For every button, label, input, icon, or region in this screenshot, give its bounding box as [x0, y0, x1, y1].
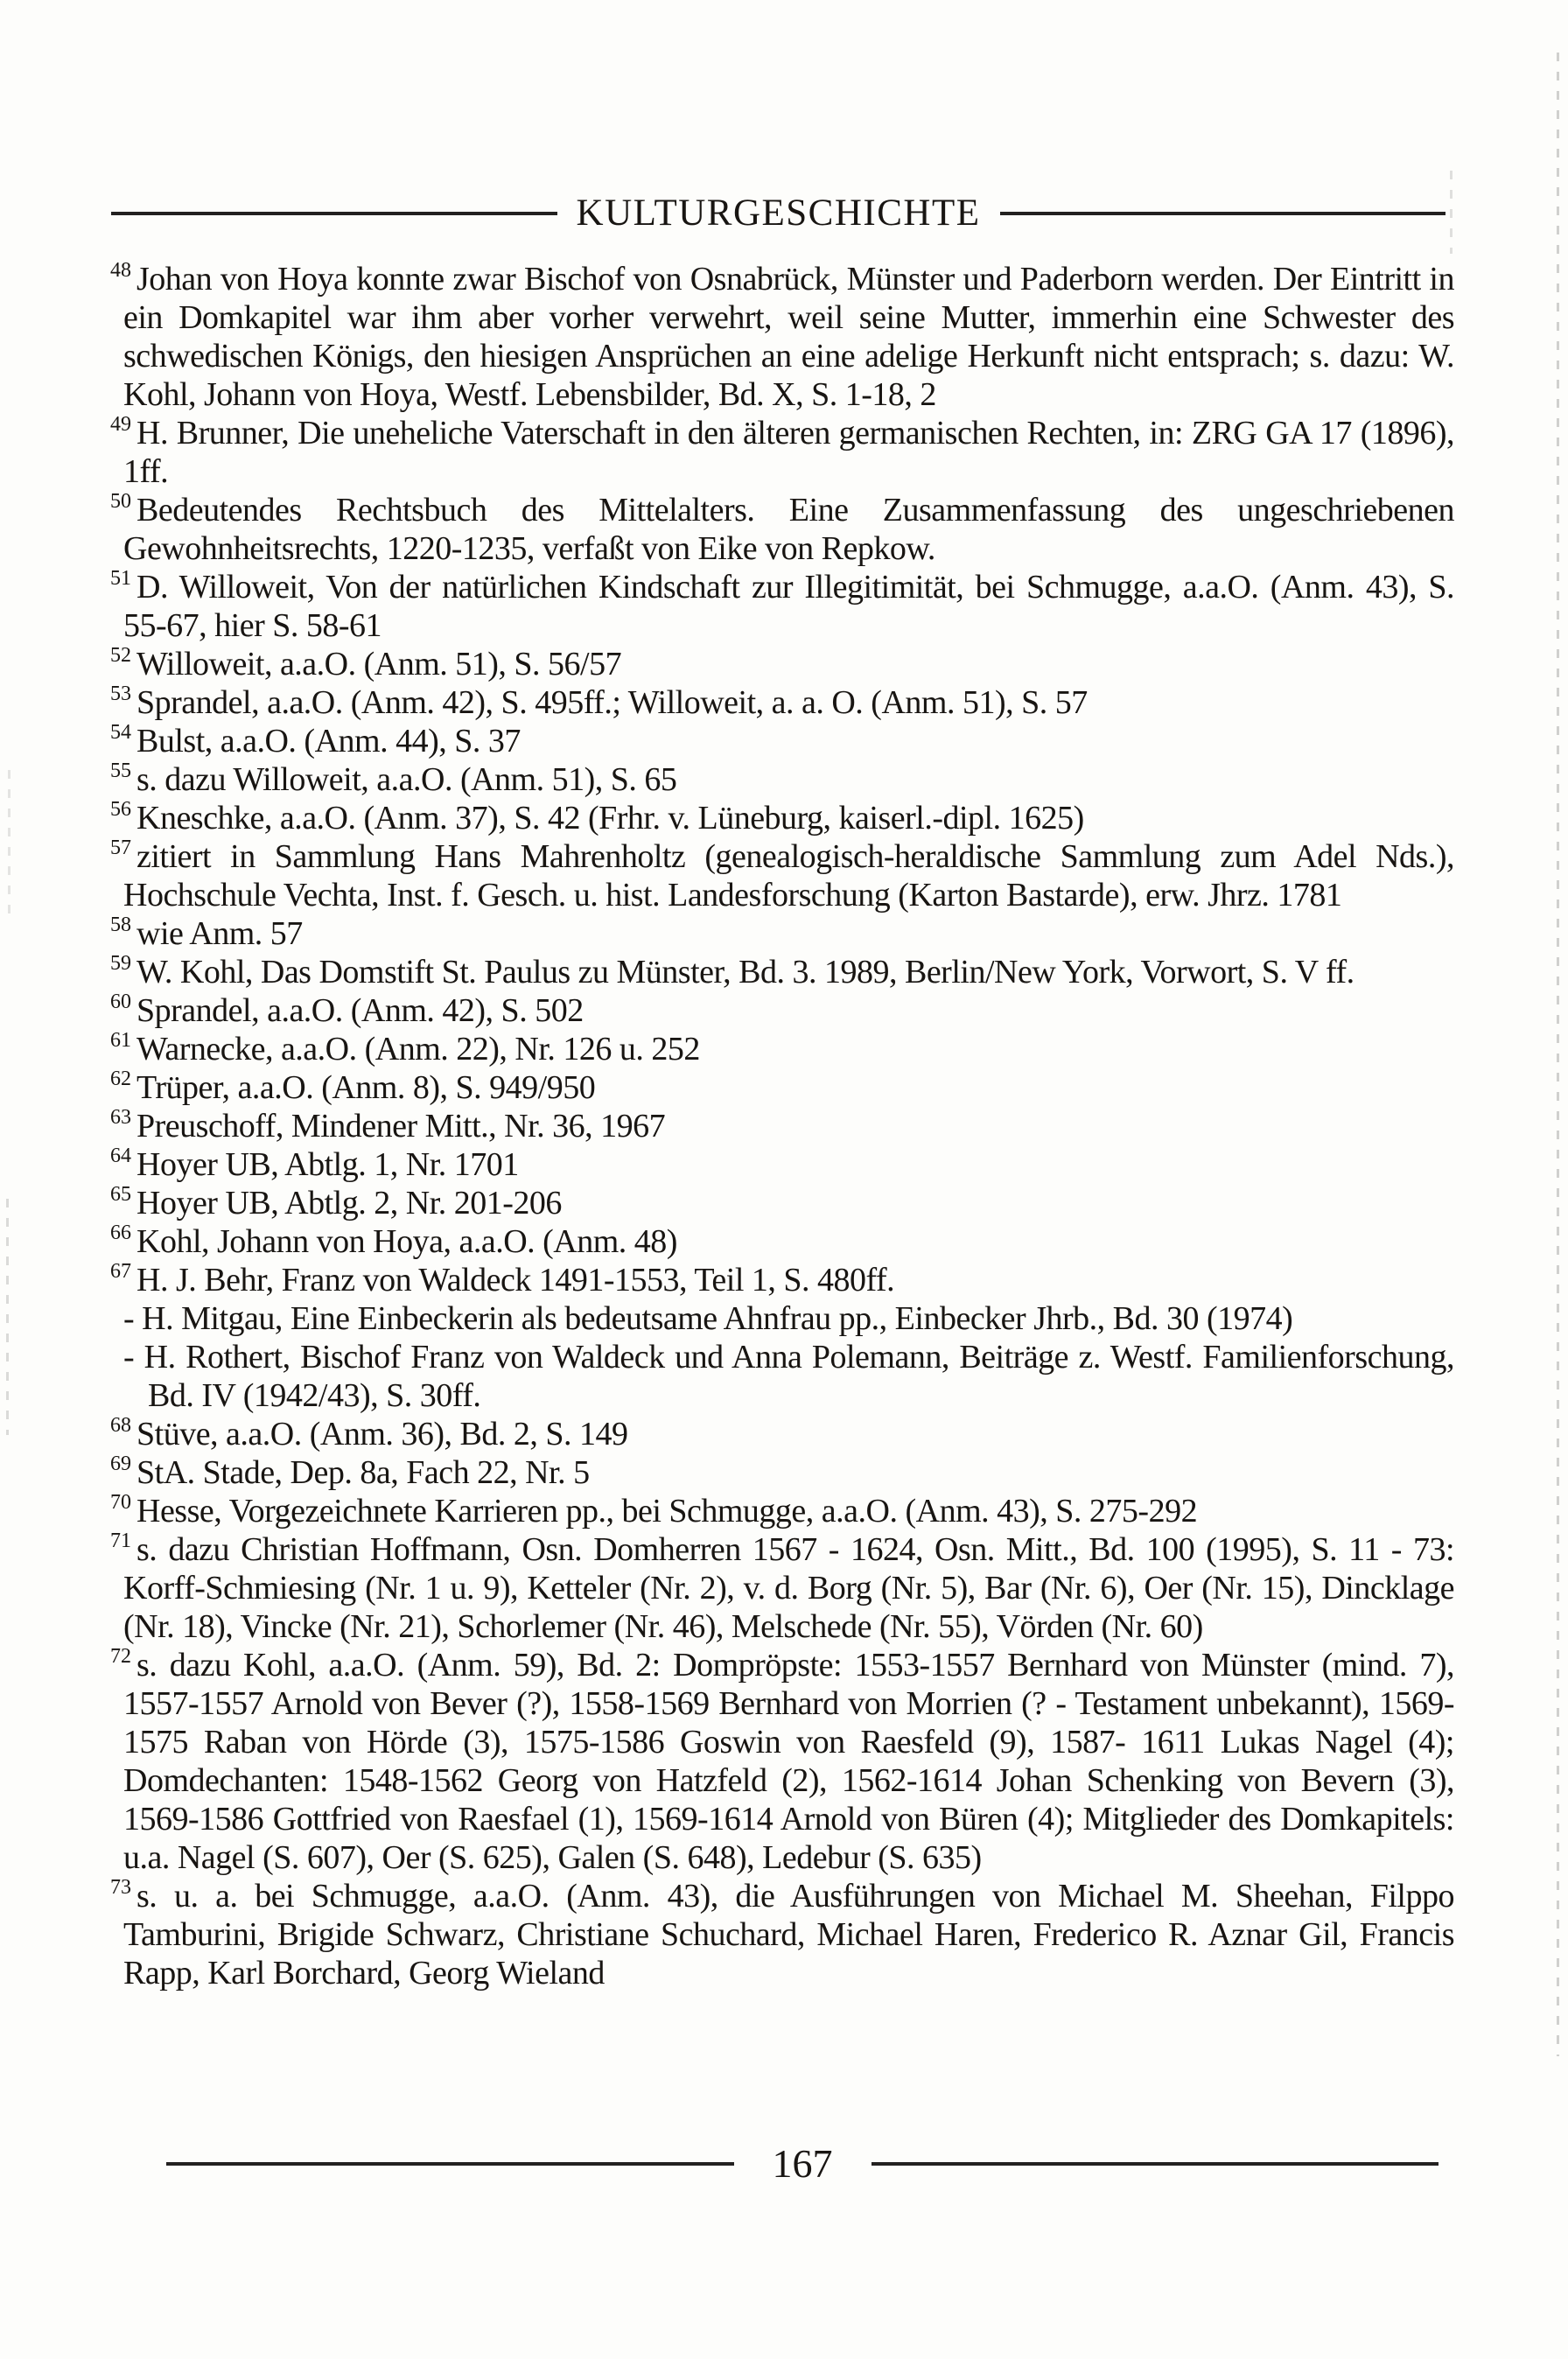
footnote-text: zitiert in Sammlung Hans Mahrenholtz (genealogisch-heraldische Sammlung zum Adel Nds.), Hochschule Vechta, Inst. f. Gesch. u. hist. Landesforschung (Karton Bastarde), erw. Jhrz. 1781: [123, 838, 1454, 914]
footnote-entry: [110, 722, 1454, 760]
footnote-number: 65: [110, 1183, 131, 1206]
footnote-entry: [110, 1068, 1454, 1107]
footnote-text: Willoweit, a.a.O. (Anm. 51), S. 56/57: [136, 646, 622, 682]
footnote-text: wie Anm. 57: [136, 915, 303, 952]
footnote-number: 56: [110, 798, 131, 821]
footnote-entry: [110, 1261, 1454, 1415]
footnote-number: 62: [110, 1068, 131, 1090]
scan-artifact: [6, 1199, 9, 1435]
footnote-number: 66: [110, 1222, 131, 1244]
footnote-entry: [110, 991, 1454, 1030]
header-rule-right: [1000, 212, 1446, 215]
scan-artifact: [8, 770, 10, 919]
footnote-text: s. u. a. bei Schmugge, a.a.O. (Anm. 43), die Ausführungen von Michael M. Sheehan, Filppo Tamburini, Brigide Schwarz, Christiane Schuchard, Michael Haren, Frederico R. Aznar Gil, Francis Rapp, Karl Borchard, Georg Wieland: [123, 1878, 1454, 1992]
page-title: KULTURGESCHICHTE: [576, 192, 981, 234]
footnote-list: [110, 260, 1454, 1992]
footnote-entry: [110, 1646, 1454, 1877]
footnote-number: 58: [110, 914, 131, 936]
scan-artifact: [1450, 171, 1452, 254]
footnote-text: Hoyer UB, Abtlg. 1, Nr. 1701: [136, 1146, 519, 1183]
footnote-number: 70: [110, 1491, 131, 1514]
footnote-entry: [110, 760, 1454, 799]
footnote-number: 72: [110, 1645, 131, 1668]
footnote-entry: [110, 414, 1454, 491]
footnote-number: 64: [110, 1144, 131, 1167]
footnote-text: StA. Stade, Dep. 8a, Fach 22, Nr. 5: [136, 1454, 590, 1491]
footnote-number: 55: [110, 760, 131, 782]
footnote-number: 67: [110, 1260, 131, 1283]
footnote-entry: [110, 683, 1454, 722]
footnote-text: s. dazu Kohl, a.a.O. (Anm. 59), Bd. 2: Dompröpste: 1553-1557 Bernhard von Münster (mind. 7), 1557-1557 Arnold von Bever (?), 1558-1569 Bernhard von Morrien (? - Testament unbekannt), 1569-1575 Raban von Hörde (3), 1575-1586 Goswin von Raesfeld (9), 1587- 1611 Lukas Nagel (4); Domdechanten: 1548-1562 Georg von Hatzfeld (2), 1562-1614 Johan Schenking von Bevern (3), 1569-1586 Gottfried von Raesfael (1), 1569-1614 Arnold von Büren (4); Mitglieder des Domkapitels: u.a. Nagel (S. 607), Oer (S. 625), Galen (S. 648), Ledebur (S. 635): [123, 1647, 1454, 1876]
footnote-number: 49: [110, 413, 131, 436]
footnote-entry: [110, 1030, 1454, 1068]
footnote-entry: [110, 645, 1454, 683]
footnote-sub-entry: - H. Mitgau, Eine Einbeckerin als bedeutsame Ahnfrau pp., Einbecker Jhrb., Bd. 30 (1974): [123, 1300, 1293, 1337]
footnote-text: s. dazu Christian Hoffmann, Osn. Domherren 1567 - 1624, Osn. Mitt., Bd. 100 (1995), S. 11 - 73: Korff-Schmiesing (Nr. 1 u. 9), Ketteler (Nr. 2), v. d. Borg (Nr. 5), Bar (Nr. 6), Oer (Nr. 15), Dincklage (Nr. 18), Vincke (Nr. 21), Schorlemer (Nr. 46), Melschede (Nr. 55), Vörden (Nr. 60): [123, 1531, 1454, 1645]
footnote-number: 59: [110, 952, 131, 975]
footnote-text: Trüper, a.a.O. (Anm. 8), S. 949/950: [136, 1069, 596, 1106]
footnote-number: 48: [110, 259, 131, 282]
footnote-entry: [110, 1453, 1454, 1492]
footnote-text: Kneschke, a.a.O. (Anm. 37), S. 42 (Frhr. v. Lüneburg, kaiserl.-dipl. 1625): [136, 800, 1084, 836]
footnote-text: Hesse, Vorgezeichnete Karrieren pp., bei Schmugge, a.a.O. (Anm. 43), S. 275-292: [136, 1493, 1198, 1530]
footnote-entry: [110, 1184, 1454, 1222]
footnote-entry: [110, 1415, 1454, 1453]
footnote-entry: [110, 1222, 1454, 1261]
page-footer: [166, 2141, 1438, 2186]
scan-artifact: [1557, 52, 1559, 2056]
footnote-entry: [110, 1492, 1454, 1530]
footer-rule-right: [872, 2162, 1439, 2166]
footnote-number: 73: [110, 1876, 131, 1899]
footnote-text: Stüve, a.a.O. (Anm. 36), Bd. 2, S. 149: [136, 1416, 628, 1452]
footer-rule-left: [166, 2162, 734, 2166]
footnote-text: H. J. Behr, Franz von Waldeck 1491-1553, Teil 1, S. 480ff.: [136, 1262, 895, 1298]
footnote-text: H. Brunner, Die uneheliche Vaterschaft in den älteren germanischen Rechten, in: ZRG GA 17 (1896), 1ff.: [123, 415, 1454, 490]
page-header: [111, 194, 1446, 232]
footnote-number: 60: [110, 990, 131, 1013]
footnote-entry: [110, 568, 1454, 645]
footnote-text: s. dazu Willoweit, a.a.O. (Anm. 51), S. 65: [136, 761, 677, 798]
footnote-entry: [110, 491, 1454, 568]
footnote-entry: [110, 1145, 1454, 1184]
footnote-text: Preuschoff, Mindener Mitt., Nr. 36, 1967: [136, 1108, 666, 1144]
footnote-text: Bulst, a.a.O. (Anm. 44), S. 37: [136, 723, 521, 760]
footnote-text: Bedeutendes Rechtsbuch des Mittelalters. Eine Zusammenfassung des ungeschriebenen Gewohnheitsrechts, 1220-1235, verfaßt von Eike von Repkow.: [123, 492, 1454, 567]
footnote-text: Sprandel, a.a.O. (Anm. 42), S. 495ff.; Willoweit, a. a. O. (Anm. 51), S. 57: [136, 684, 1088, 721]
footnote-text: Kohl, Johann von Hoya, a.a.O. (Anm. 48): [136, 1223, 677, 1260]
footnote-number: 71: [110, 1530, 131, 1552]
footnote-entry: [110, 953, 1454, 991]
footnote-number: 63: [110, 1106, 131, 1129]
footnote-number: 52: [110, 644, 131, 667]
footnote-text: Warnecke, a.a.O. (Anm. 22), Nr. 126 u. 252: [136, 1031, 700, 1068]
footnote-entry: [110, 799, 1454, 837]
footnote-number: 61: [110, 1029, 131, 1052]
footnote-number: 68: [110, 1414, 131, 1437]
footnote-entry: [110, 1107, 1454, 1145]
header-rule-left: [111, 212, 557, 215]
footnote-text: Sprandel, a.a.O. (Anm. 42), S. 502: [136, 992, 584, 1029]
footnote-number: 50: [110, 490, 131, 513]
footnote-number: 54: [110, 721, 131, 744]
footnote-text: Hoyer UB, Abtlg. 2, Nr. 201-206: [136, 1185, 562, 1222]
footnote-text: D. Willoweit, Von der natürlichen Kindschaft zur Illegitimität, bei Schmugge, a.a.O. (Anm. 43), S. 55-67, hier S. 58-61: [123, 569, 1454, 644]
footnote-sub-entry: - H. Rothert, Bischof Franz von Waldeck und Anna Polemann, Beiträge z. Westf. Familienforschung, Bd. IV (1942/43), S. 30ff.: [123, 1339, 1454, 1414]
footnote-entry: [110, 1877, 1454, 1992]
footnote-number: 69: [110, 1452, 131, 1475]
page-number: 167: [772, 2141, 833, 2186]
footnote-number: 53: [110, 682, 131, 705]
footnote-number: 57: [110, 836, 131, 859]
footnote-entry: [110, 914, 1454, 953]
footnote-entry: [110, 1530, 1454, 1646]
footnote-entry: [110, 837, 1454, 914]
footnote-text: Johan von Hoya konnte zwar Bischof von Osnabrück, Münster und Paderborn werden. Der Eintritt in ein Domkapitel war ihm aber vorher verwehrt, weil seine Mutter, immerhin eine Schwester des schwedischen Königs, den hiesigen Ansprüchen an eine adelige Herkunft nicht entsprach; s. dazu: W. Kohl, Johann von Hoya, Westf. Lebensbilder, Bd. X, S. 1-18, 2: [123, 261, 1454, 413]
footnote-text: W. Kohl, Das Domstift St. Paulus zu Münster, Bd. 3. 1989, Berlin/New York, Vorwort, S. V ff.: [136, 954, 1354, 990]
footnote-number: 51: [110, 567, 131, 590]
footnote-entry: [110, 260, 1454, 414]
